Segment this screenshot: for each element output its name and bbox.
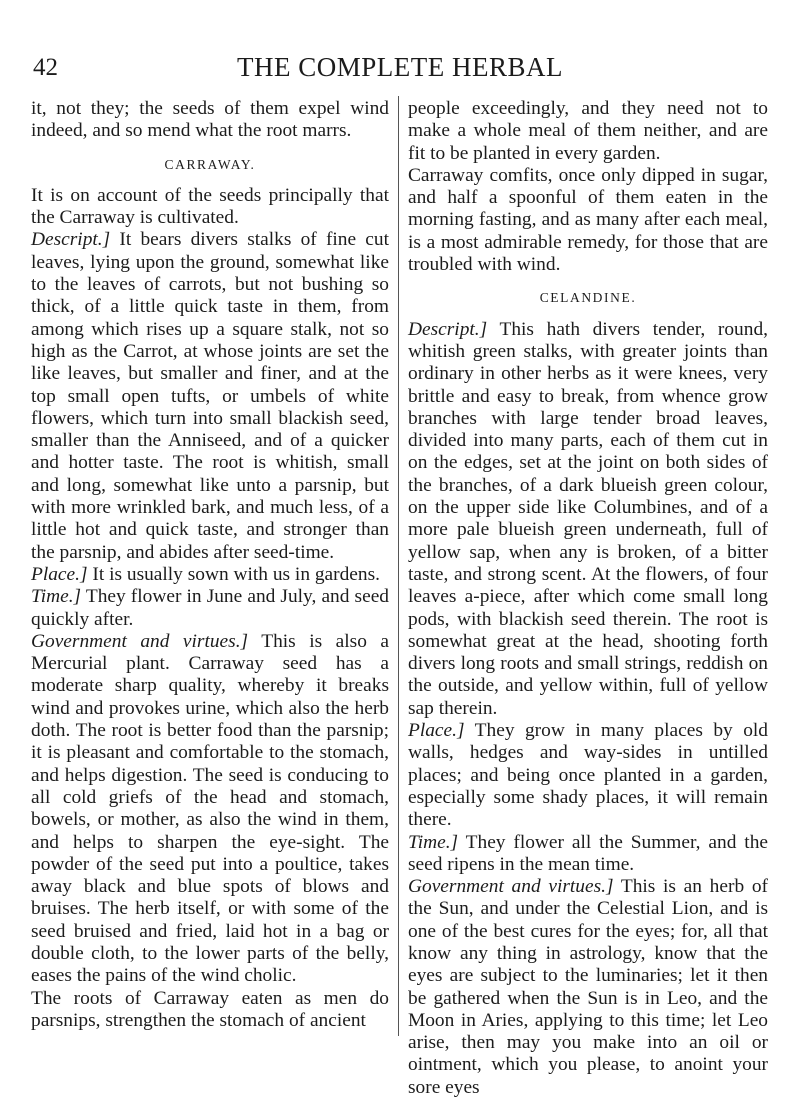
paragraph-time — [408, 832, 768, 877]
time-text: They flower all the Summer, and the seed ripens in the mean time. — [408, 831, 768, 875]
time-text: They flower in June and July, and seed quickly after. — [31, 586, 389, 630]
descript-text: This hath divers tender, round, whitish green stalks, with greater joints than ordinary in other herbs as it were knees, very brittle and easy to break, from whence grow branches with large tender broad leaves, divided into many parts, each of them cut in on the edges, set at the joint on both sides of the branches, of a dark blueish green colour, on the upper side like Columbines, and of a more pale blueish green underneath, full of yellow sap, when any is broken, of a bitter taste, and strong scent. At the flowers, of four leaves a-piece, after which come small long pods, with blackish seed therein. The root is somewhat great at the head, shooting forth divers long roots and small strings, reddish on the outside, and yellow within, full of yellow sap therein. — [408, 318, 768, 719]
descript-label: Descript.] — [408, 318, 488, 340]
column-divider — [398, 96, 399, 1036]
government-text: This is an herb of the Sun, and under the Celestial Lion, and is one of the best cures for the eyes; for, all that know any thing in astrology, know that the eyes are subject to the luminaries; let it then be gathered when the Sun is in Leo, and the Moon in Aries, applying to this time; let Leo arise, then may you make into an oil or ointment, which you please, to anoint your sore eyes — [408, 876, 768, 1098]
section-heading-carraway: CARRAWAY. — [164, 156, 256, 172]
paragraph-time — [31, 586, 389, 631]
paragraph-place — [31, 564, 389, 586]
left-column — [31, 98, 389, 1032]
paragraph-place — [408, 720, 768, 831]
paragraph-roots: The roots of Carraway eaten as men do parsnips, strengthen the stomach of ancient — [31, 987, 389, 1031]
place-label: Place.] — [31, 563, 88, 585]
running-title: THE COMPLETE HERBAL — [237, 52, 563, 82]
time-label: Time.] — [408, 831, 459, 853]
descript-label: Descript.] — [31, 229, 111, 251]
right-column — [408, 98, 768, 1099]
place-text: It is usually sown with us in gardens. — [87, 563, 381, 585]
page-header — [0, 48, 800, 88]
section-heading-celandine: CELANDINE. — [539, 290, 637, 306]
continued-text: it, not they; the seeds of them expel wind indeed, and so mend what the root marrs. — [31, 98, 389, 142]
place-label: Place.] — [408, 720, 465, 742]
government-label: Government and virtues.] — [408, 876, 614, 898]
place-text: They grow in many places by old walls, hedges and way-sides in untilled places; and being once planted in a garden, especially some shady places, it will remain there. — [408, 720, 768, 831]
continued-text: people exceedingly, and they need not to make a whole meal of them neither, and are fit to be planted in every garden. — [408, 98, 768, 164]
page-number: 42 — [33, 54, 58, 81]
time-label: Time.] — [31, 586, 82, 608]
paragraph-description — [408, 319, 768, 720]
government-text: This is also a Mercurial plant. Carraway seed has a moderate sharp quality, whereby it breaks wind and provokes urine, which also the herb doth. The root is better food than the parsnip; it is pleasant and comfortable to the stomach, and helps digestion. The seed is conducing to all cold griefs of the head and stomach, bowels, or mother, as also the wind in them, and helps to sharpen the eye-sight. The powder of the seed put into a poultice, takes away black and blue spots of blows and bruises. The herb itself, or with some of the seed bruised and fried, laid hot in a bag or double cloth, to the lower parts of the belly, eases the pains of the wind cholic. — [31, 630, 390, 987]
descript-text: It bears divers stalks of fine cut leaves, lying upon the ground, somewhat like to the leaves of carrots, but not bushing so thick, of a little quick taste in them, from among which rises up a square stalk, not so high as the Carrot, at whose joints are set the like leaves, but smaller and finer, and at the top small open tufts, or umbels of white flowers, which turn into small blackish seed, smaller than the Anniseed, and of a quicker and hotter taste. The root is whitish, small and long, somewhat like unto a parsnip, but with more wrinkled bark, and much less, of a little hot and quick taste, and stronger than the parsnip, and abides after seed-time. — [31, 229, 389, 563]
government-label: Government and virtues.] — [31, 630, 249, 652]
paragraph-description — [31, 229, 389, 563]
paragraph-government — [31, 631, 389, 988]
paragraph-comfits: Carraway comfits, once only dipped in sugar, and half a spoonful of them eaten in the morning fasting, and as many after each meal, is a most admirable remedy, for those that are troubled with wind. — [408, 164, 768, 276]
paragraph-cultivation: It is on account of the seeds principally that the Carraway is cultivated. — [31, 184, 389, 229]
paragraph-government — [408, 876, 768, 1099]
